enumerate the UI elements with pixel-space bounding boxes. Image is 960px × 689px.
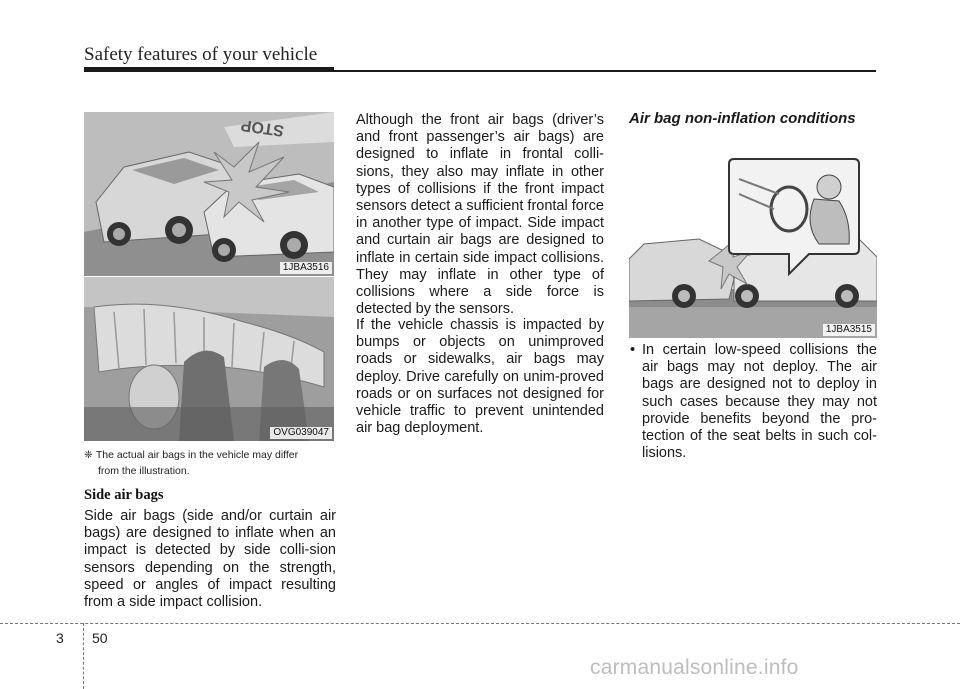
figure-code-label: 1JBA3515 <box>823 324 875 336</box>
page-number: 50 <box>92 630 108 646</box>
bullet-low-speed-collisions <box>629 342 877 462</box>
bullet-text: In certain low-speed collisions the air bags may not deploy. The air bags are designed not to deploy in such cases because they may not provide benefits beyond the pro-tection of the seat belts in such col-lisions. <box>642 342 877 462</box>
paragraph-chassis-impact: If the vehicle chassis is impacted by bumps or objects on unimproved roads or sidewalks, air bags may deploy. Drive carefully on unim-proved roads or on surfaces not designed for vehicle traffic to prevent unintended air bag deployment. <box>356 317 604 437</box>
figure-code-label: OVG039047 <box>270 427 332 439</box>
footer-dashed-rule <box>0 623 960 624</box>
section-heading-non-inflation: Air bag non-inflation conditions <box>629 110 856 127</box>
section-heading-side-air-bags: Side air bags <box>84 487 164 503</box>
curtain-airbag-illustration <box>84 277 334 441</box>
side-collision-illustration <box>84 112 334 276</box>
footer-dashed-divider <box>83 623 84 689</box>
page-header-title: Safety features of your vehicle <box>84 44 318 65</box>
paragraph-front-air-bags: Although the front air bags (driver’s and front passenger’s air bags) are designed to inflate in frontal colli-sions, they also may inflate in other types of collisions if the front impact sensors detect a sufficient frontal force in another type of impact. Side impact and curtain air bags are designed to inflate in certain side impact collisions. They may inflate in other type of collisions where a side force is detected by the sensors. <box>356 112 604 318</box>
bullet-mark: • <box>630 342 636 358</box>
chapter-number: 3 <box>56 630 64 646</box>
figure-code-label: 1JBA3516 <box>280 262 332 274</box>
caption-line-1: The actual air bags in the vehicle may differ <box>95 449 299 461</box>
header-rule-thick <box>84 67 334 72</box>
illustration-caption <box>84 447 336 479</box>
header-rule-thin <box>334 70 876 72</box>
paragraph-side-air-bags: Side air bags (side and/or curtain air bags) are designed to inflate when an impact is detected by side colli-sion sensors depending on the strength, speed or angles of impact resulting from a side impact collision. <box>84 508 336 611</box>
caption-line-2: from the illustration. <box>98 465 190 477</box>
front-collision-illustration <box>629 139 877 338</box>
caption-mark: ❈ <box>84 449 93 461</box>
watermark-text: carmanualsonline.info <box>590 656 799 679</box>
road-stop-marking: STOP <box>239 116 286 139</box>
